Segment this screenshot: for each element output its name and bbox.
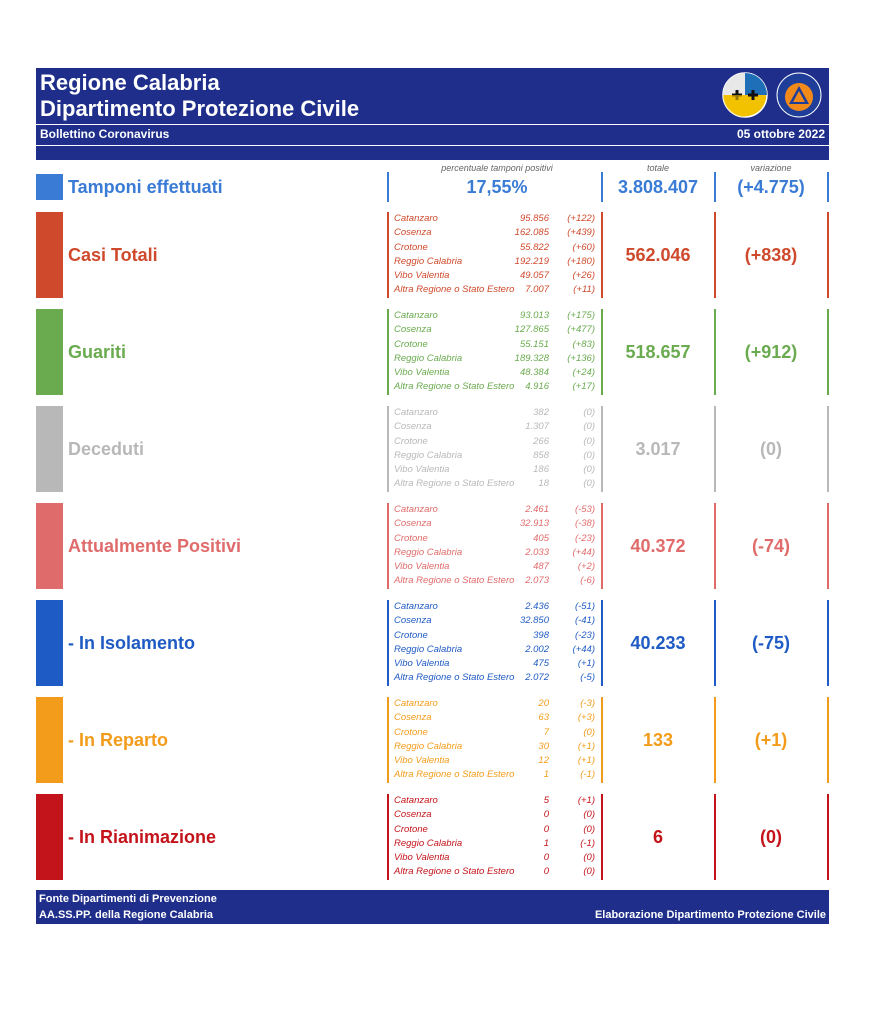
- province-delta: (+3): [577, 712, 595, 724]
- tamponi-positive-pct: 17,55%: [466, 177, 528, 197]
- province-delta: (0): [583, 726, 595, 738]
- province-value: 475: [533, 658, 549, 670]
- province-delta: (+17): [572, 381, 595, 393]
- province-breakdown: [393, 212, 601, 298]
- category-color-bar: [36, 212, 63, 298]
- province-row: [393, 865, 601, 879]
- province-row: [393, 212, 601, 226]
- province-name: Vibo Valentia: [394, 561, 450, 573]
- separator: [387, 172, 389, 202]
- category-color-bar: [36, 794, 63, 880]
- separator: [827, 600, 829, 686]
- civil-protection-logo-icon: [776, 72, 822, 118]
- province-name: Cosenza: [394, 712, 432, 724]
- province-delta: (0): [583, 823, 595, 835]
- province-row: [393, 503, 601, 517]
- province-delta: (+1): [577, 740, 595, 752]
- province-name: Altra Regione o Stato Estero: [394, 866, 515, 878]
- province-delta: (+2): [577, 561, 595, 573]
- province-delta: (+26): [572, 270, 595, 282]
- province-delta: (+24): [572, 367, 595, 379]
- province-row: [393, 837, 601, 851]
- category-variation: (+838): [744, 245, 798, 265]
- separator: [387, 212, 389, 298]
- province-value: 63: [538, 712, 549, 724]
- province-row: [393, 754, 601, 768]
- province-breakdown: [393, 697, 601, 783]
- variation-column-header: variazione: [750, 163, 792, 173]
- province-delta: (-23): [574, 532, 595, 544]
- province-value: 12: [538, 755, 549, 767]
- province-value: 5: [543, 795, 549, 806]
- province-name: Crotone: [394, 241, 428, 253]
- category-total: 40.233: [630, 633, 686, 653]
- province-delta: (-1): [580, 769, 595, 781]
- province-delta: (+60): [572, 241, 595, 253]
- province-row: [393, 477, 601, 491]
- province-name: Reggio Calabria: [394, 352, 463, 364]
- separator: [387, 697, 389, 783]
- province-value: 55.151: [519, 338, 549, 350]
- province-name: Crotone: [394, 532, 428, 544]
- province-name: Catanzaro: [394, 601, 438, 612]
- province-row: [393, 808, 601, 822]
- category-variation: (0): [760, 827, 782, 847]
- province-delta: (0): [583, 852, 595, 864]
- province-delta: (+1): [577, 658, 595, 670]
- province-value: 2.072: [525, 672, 549, 684]
- province-delta: (+1): [577, 755, 595, 767]
- province-row: [393, 614, 601, 628]
- province-row: [393, 740, 601, 754]
- category-label: - In Rianimazione: [68, 827, 217, 847]
- tamponi-variation: (+4.775): [737, 177, 805, 197]
- header-banner: [36, 68, 829, 160]
- tamponi-label: Tamponi effettuati: [68, 177, 223, 197]
- category-label: - In Reparto: [68, 730, 169, 750]
- category-color-bar: [36, 309, 63, 395]
- province-value: 18: [538, 478, 549, 490]
- province-value: 0: [543, 823, 549, 835]
- province-row: [393, 283, 601, 297]
- separator: [827, 406, 829, 492]
- province-delta: (+175): [567, 310, 595, 321]
- province-value: 398: [533, 629, 549, 641]
- province-value: 32.913: [519, 518, 549, 530]
- province-delta: (+1): [577, 795, 595, 806]
- separator: [387, 309, 389, 395]
- province-name: Vibo Valentia: [394, 270, 450, 282]
- province-value: 4.916: [525, 381, 549, 393]
- province-value: 858: [533, 449, 549, 461]
- province-row: [393, 226, 601, 240]
- separator: [387, 406, 389, 492]
- province-row: [393, 629, 601, 643]
- department-title: Dipartimento Protezione Civile: [40, 96, 360, 121]
- province-name: Altra Regione o Stato Estero: [394, 284, 515, 296]
- province-value: 20: [538, 698, 549, 709]
- province-value: 95.856: [519, 213, 549, 224]
- province-name: Reggio Calabria: [394, 255, 463, 267]
- province-row: [393, 269, 601, 283]
- province-value: 7.007: [525, 284, 549, 296]
- province-breakdown: [393, 794, 601, 880]
- category-variation: (+912): [744, 342, 798, 362]
- province-delta: (-6): [580, 575, 595, 587]
- province-delta: (-38): [574, 518, 595, 530]
- province-row: [393, 851, 601, 865]
- province-name: Catanzaro: [394, 407, 438, 418]
- province-breakdown: [393, 503, 601, 589]
- province-row: [393, 711, 601, 725]
- province-row: [393, 309, 601, 323]
- total-column-header: totale: [646, 163, 670, 173]
- province-row: [393, 546, 601, 560]
- category-total: 3.017: [635, 439, 681, 459]
- province-name: Vibo Valentia: [394, 852, 450, 864]
- separator: [827, 503, 829, 589]
- category-total: 6: [652, 827, 663, 847]
- province-name: Crotone: [394, 338, 428, 350]
- province-value: 2.033: [525, 546, 549, 558]
- province-row: [393, 657, 601, 671]
- separator: [827, 794, 829, 880]
- province-name: Crotone: [394, 726, 428, 738]
- province-name: Reggio Calabria: [394, 546, 463, 558]
- province-name: Altra Regione o Stato Estero: [394, 672, 515, 684]
- province-value: 0: [543, 866, 549, 878]
- separator: [387, 794, 389, 880]
- province-delta: (+439): [567, 227, 595, 239]
- province-row: [393, 449, 601, 463]
- province-row: [393, 255, 601, 269]
- province-name: Reggio Calabria: [394, 740, 463, 752]
- separator: [827, 212, 829, 298]
- province-value: 162.085: [514, 227, 549, 239]
- province-row: [393, 671, 601, 685]
- separator: [827, 172, 829, 202]
- province-name: Altra Regione o Stato Estero: [394, 381, 515, 393]
- province-row: [393, 366, 601, 380]
- province-name: Reggio Calabria: [394, 837, 463, 849]
- province-delta: (+180): [567, 255, 595, 267]
- category-total: 133: [642, 730, 674, 750]
- province-delta: (-23): [574, 629, 595, 641]
- province-delta: (-5): [580, 672, 595, 684]
- province-delta: (+122): [567, 213, 595, 224]
- province-delta: (0): [583, 407, 595, 418]
- province-row: [393, 794, 601, 808]
- category-color-bar: [36, 503, 63, 589]
- province-row: [393, 560, 601, 574]
- province-name: Crotone: [394, 435, 428, 447]
- province-row: [393, 380, 601, 394]
- province-breakdown: [393, 406, 601, 492]
- province-name: Vibo Valentia: [394, 367, 450, 379]
- province-row: [393, 517, 601, 531]
- category-total: 40.372: [630, 536, 686, 556]
- province-value: 127.865: [514, 324, 549, 336]
- pct-column-header: percentuale tamponi positivi: [441, 163, 553, 173]
- header-divider: [36, 124, 829, 125]
- province-name: Vibo Valentia: [394, 658, 450, 670]
- province-delta: (-51): [574, 601, 595, 612]
- region-emblem-icon: [722, 72, 768, 118]
- category-variation: (+1): [754, 730, 788, 750]
- region-title: Regione Calabria: [40, 70, 220, 95]
- province-value: 49.057: [519, 270, 549, 282]
- province-row: [393, 241, 601, 255]
- province-name: Cosenza: [394, 227, 432, 239]
- province-value: 192.219: [514, 255, 549, 267]
- province-name: Catanzaro: [394, 795, 438, 806]
- category-total: 518.657: [625, 342, 691, 362]
- province-value: 1: [543, 837, 549, 849]
- category-color-bar: [36, 697, 63, 783]
- province-name: Altra Regione o Stato Estero: [394, 769, 515, 781]
- province-value: 2.073: [525, 575, 549, 587]
- province-row: [393, 406, 601, 420]
- tamponi-total: 3.808.407: [617, 177, 699, 197]
- province-value: 382: [533, 407, 549, 418]
- category-total: 562.046: [625, 245, 691, 265]
- header-divider-bottom: [36, 145, 829, 146]
- province-delta: (0): [583, 478, 595, 490]
- province-delta: (+11): [573, 284, 595, 296]
- province-name: Cosenza: [394, 421, 432, 433]
- province-value: 30: [538, 740, 549, 752]
- separator: [827, 697, 829, 783]
- separator: [827, 309, 829, 395]
- province-row: [393, 768, 601, 782]
- province-value: 55.822: [519, 241, 549, 253]
- footer-banner: [36, 890, 829, 924]
- province-name: Catanzaro: [394, 504, 438, 515]
- province-name: Cosenza: [394, 518, 432, 530]
- category-label: Guariti: [68, 342, 127, 362]
- separator: [387, 600, 389, 686]
- province-value: 2.002: [525, 643, 549, 655]
- province-row: [393, 532, 601, 546]
- province-value: 93.013: [519, 310, 549, 321]
- province-name: Catanzaro: [394, 310, 438, 321]
- province-delta: (-53): [574, 504, 595, 515]
- province-name: Catanzaro: [394, 213, 438, 224]
- province-name: Reggio Calabria: [394, 643, 463, 655]
- province-delta: (0): [583, 449, 595, 461]
- province-value: 48.384: [519, 367, 549, 379]
- province-value: 0: [543, 809, 549, 821]
- category-color-bar: [36, 600, 63, 686]
- province-value: 0: [543, 852, 549, 864]
- province-delta: (-1): [580, 837, 595, 849]
- province-breakdown: [393, 309, 601, 395]
- province-name: Catanzaro: [394, 698, 438, 709]
- province-row: [393, 323, 601, 337]
- province-name: Altra Regione o Stato Estero: [394, 575, 515, 587]
- category-label: - In Isolamento: [68, 633, 196, 653]
- province-delta: (+44): [572, 546, 595, 558]
- bulletin-date: 05 ottobre 2022: [736, 127, 825, 141]
- province-value: 487: [533, 561, 549, 573]
- province-row: [393, 420, 601, 434]
- separator: [387, 503, 389, 589]
- category-variation: (0): [760, 439, 782, 459]
- category-color-bar: [36, 406, 63, 492]
- tamponi-color-bar: [36, 174, 63, 200]
- province-delta: (+83): [572, 338, 595, 350]
- province-value: 2.436: [525, 601, 549, 612]
- category-variation: (-74): [751, 536, 790, 556]
- province-delta: (+136): [567, 352, 595, 364]
- province-name: Cosenza: [394, 809, 432, 821]
- province-breakdown: [393, 600, 601, 686]
- province-row: [393, 643, 601, 657]
- province-value: 2.461: [525, 504, 549, 515]
- province-value: 7: [543, 726, 549, 738]
- province-row: [393, 463, 601, 477]
- source-line-1: Fonte Dipartimenti di Prevenzione: [39, 893, 217, 905]
- elaboration-credit: Elaborazione Dipartimento Protezione Civile: [594, 909, 826, 921]
- province-row: [393, 823, 601, 837]
- province-row: [393, 600, 601, 614]
- province-delta: (+44): [572, 643, 595, 655]
- province-delta: (0): [583, 464, 595, 476]
- province-row: [393, 435, 601, 449]
- province-name: Vibo Valentia: [394, 755, 450, 767]
- province-delta: (0): [583, 809, 595, 821]
- province-row: [393, 697, 601, 711]
- province-name: Crotone: [394, 629, 428, 641]
- province-value: 266: [533, 435, 549, 447]
- province-value: 1: [543, 769, 549, 781]
- province-row: [393, 726, 601, 740]
- province-delta: (0): [583, 421, 595, 433]
- category-label: Attualmente Positivi: [68, 536, 242, 556]
- province-delta: (0): [583, 435, 595, 447]
- province-value: 32.850: [519, 615, 549, 627]
- province-name: Reggio Calabria: [394, 449, 463, 461]
- category-variation: (-75): [751, 633, 790, 653]
- province-name: Cosenza: [394, 324, 432, 336]
- province-delta: (-3): [580, 698, 595, 709]
- province-name: Crotone: [394, 823, 428, 835]
- category-label: Casi Totali: [68, 245, 158, 265]
- province-name: Cosenza: [394, 615, 432, 627]
- province-name: Altra Regione o Stato Estero: [394, 478, 515, 490]
- province-value: 186: [533, 464, 549, 476]
- province-delta: (-41): [574, 615, 595, 627]
- province-value: 405: [533, 532, 549, 544]
- province-value: 1.307: [525, 421, 549, 433]
- province-row: [393, 338, 601, 352]
- province-name: Vibo Valentia: [394, 464, 450, 476]
- province-row: [393, 574, 601, 588]
- province-row: [393, 352, 601, 366]
- province-delta: (0): [583, 866, 595, 878]
- bulletin-title: Bollettino Coronavirus: [40, 127, 170, 141]
- province-delta: (+477): [567, 324, 595, 336]
- province-value: 189.328: [514, 352, 549, 364]
- category-label: Deceduti: [68, 439, 145, 459]
- source-line-2: AA.SS.PP. della Regione Calabria: [39, 909, 214, 921]
